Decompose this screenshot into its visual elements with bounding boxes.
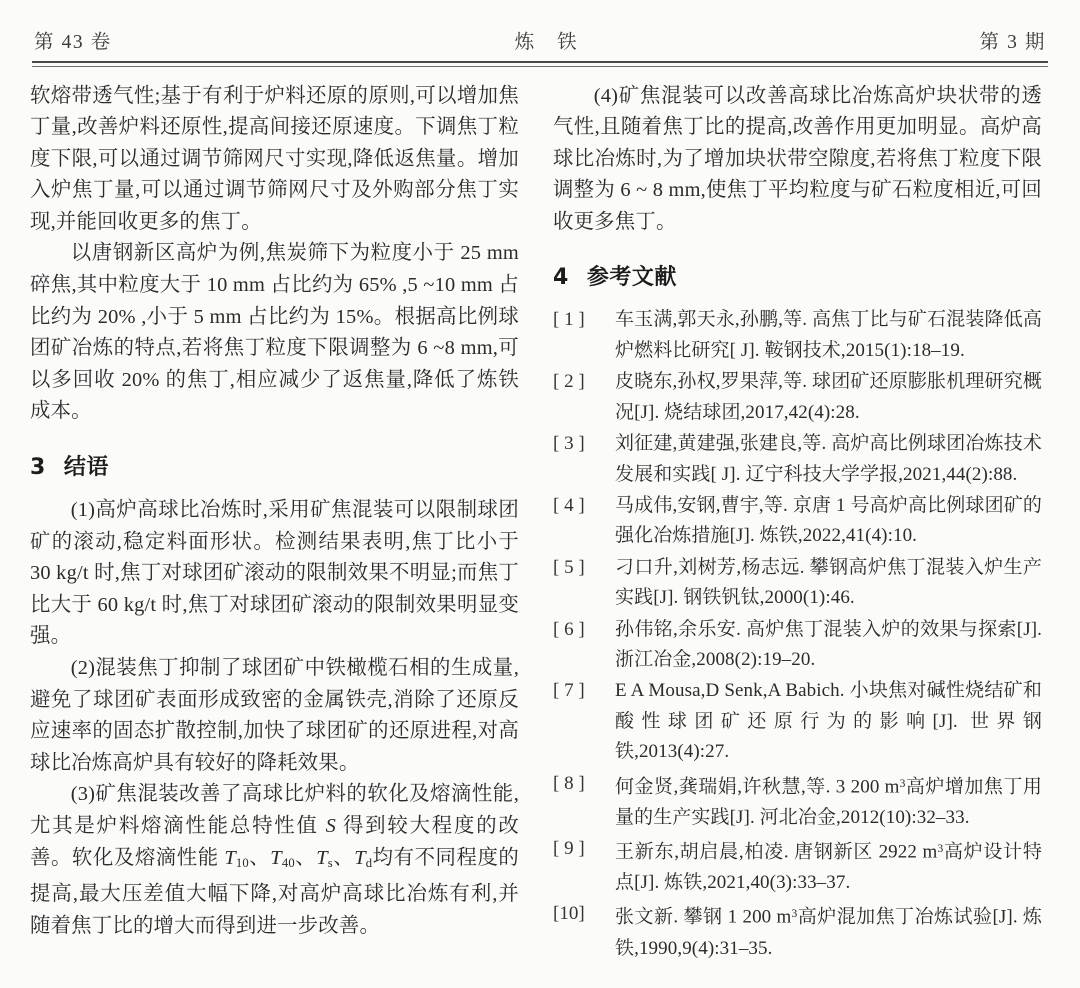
reference-number: [ 7 ] bbox=[553, 680, 585, 702]
references-section-number: 4 bbox=[553, 265, 569, 291]
reference-text: E A Mousa,D Senk,A Babich. 小块焦对碱性烧结矿和酸性球团矿还原行为的影响[J]. 世界钢铁,2013(4):27. bbox=[615, 680, 1042, 763]
reference-number: [ 1 ] bbox=[553, 309, 585, 331]
header-divider bbox=[32, 61, 1048, 67]
reference-item bbox=[553, 553, 1042, 614]
reference-item bbox=[553, 899, 1042, 963]
reference-item bbox=[553, 429, 1042, 490]
section-number: 3 bbox=[30, 455, 46, 481]
section-heading-conclusion bbox=[30, 450, 519, 481]
paragraph-tanggang-example: 以唐钢新区高炉为例,焦炭筛下为粒度小于 25 mm碎焦,其中粒度大于 10 mm 占比约为 65% ,5 ~10 mm 占比约为 20% ,小于 5 mm 占比约为 15%。根据高比例球团矿冶炼的特点,若将焦丁粒度下限调整为 6 ~8 mm,可以多回收 20% 的焦丁,相应减少了返焦量,降低了炼铁成本。 bbox=[30, 242, 519, 423]
reference-item bbox=[553, 305, 1042, 366]
left-column bbox=[30, 81, 519, 943]
reference-number: [10] bbox=[553, 903, 585, 925]
conclusion-item-2: (2)混装焦丁抑制了球团矿中铁橄榄石相的生成量,避免了球团矿表面形成致密的金属铁壳,消除了还原反应速率的固态扩散控制,加快了球团矿的还原进程,对高球比冶炼高炉具有较好的降耗效果。 bbox=[30, 657, 519, 774]
running-head bbox=[30, 0, 1050, 58]
reference-number: [ 8 ] bbox=[553, 772, 585, 794]
journal-title: 炼 铁 bbox=[514, 32, 586, 53]
right-column bbox=[553, 81, 1042, 965]
reference-number: [ 9 ] bbox=[553, 838, 585, 860]
reference-text: 马成伟,安钢,曹宇,等. 京唐 1 号高炉高比例球团矿的强化冶炼措施[J]. 炼铁,2022,41(4):10. bbox=[615, 494, 1042, 547]
conclusion-item-1: (1)高炉高球比冶炼时,采用矿焦混装可以限制球团矿的滚动,稳定料面形状。检测结果表明,焦丁比小于 30 kg/t 时,焦丁对球团矿滚动的限制效果不明显;而焦丁比大于 60 kg/t 时,焦丁对球团矿滚动的限制效果明显变强。 bbox=[30, 499, 519, 648]
reference-text: 皮晓东,孙权,罗果萍,等. 球团矿还原膨胀机理研究概况[J]. 烧结球团,2017,42(4):28. bbox=[615, 371, 1042, 423]
paragraph-continued: 软熔带透气性;基于有利于炉料还原的原则,可以增加焦丁量,改善炉料还原性,提高间接还原速度。下调焦丁粒度下限,可以通过调节筛网尺寸实现,降低返焦量。增加入炉焦丁量,可以通过调节筛网尺寸及外购部分焦丁实现,并能回收更多的焦丁。 bbox=[30, 84, 519, 233]
reference-number: [ 2 ] bbox=[553, 371, 585, 393]
two-column-body bbox=[30, 81, 1050, 965]
reference-item bbox=[553, 367, 1042, 428]
reference-text: 刘征建,黄建强,张建良,等. 高炉高比例球团冶炼技术发展和实践[ J]. 辽宁科技大学学报,2021,44(2):88. bbox=[615, 433, 1042, 485]
reference-number: [ 5 ] bbox=[553, 556, 585, 578]
section-heading-references bbox=[553, 260, 1042, 291]
reference-list bbox=[553, 305, 1042, 963]
references-section-title: 参考文献 bbox=[586, 265, 677, 291]
reference-item bbox=[553, 834, 1042, 898]
reference-item bbox=[553, 769, 1042, 833]
volume-label: 第 43 卷 bbox=[34, 32, 112, 53]
reference-text: 何金贤,龚瑞娟,许秋慧,等. 3 200 $m^3$高炉增加焦丁用量的生产实践[J]. 河北冶金,2012(10):32–33. bbox=[615, 776, 1042, 828]
reference-text: 王新东,胡启晨,柏凌. 唐钢新区 2922 $m^3$高炉设计特点[J]. 炼铁,2021,40(3):33–37. bbox=[615, 841, 1042, 894]
reference-item bbox=[553, 491, 1042, 552]
conclusion-item-4: (4)矿焦混装可以改善高球比冶炼高炉块状带的透气性,且随着焦丁比的提高,改善作用更加明显。高炉高球比冶炼时,为了增加块状带空隙度,若将焦丁粒度下限调整为 6 ~ 8 mm,使焦丁平均粒度与矿石粒度相近,可回收更多焦丁。 bbox=[553, 84, 1042, 233]
section-title: 结语 bbox=[63, 455, 109, 481]
reference-text: 刁口升,刘树芳,杨志远. 攀钢高炉焦丁混装入炉生产实践[J]. 钢铁钒钛,2000(1):46. bbox=[615, 556, 1042, 609]
reference-text: 孙伟铭,余乐安. 高炉焦丁混装入炉的效果与探索[J]. 浙江冶金,2008(2):19–20. bbox=[615, 618, 1042, 670]
reference-item bbox=[553, 676, 1042, 767]
reference-number: [ 4 ] bbox=[553, 494, 585, 516]
conclusion-item-3: (3)矿焦混装改善了高球比炉料的软化及熔滴性能,尤其是炉料熔滴性能总特性值 S 得到较大程度的改善。软化及熔滴性能 $T_{10}$、$T_{40}$、$T_s$、$T_d$均有不同程度的提高,最大压差值大幅下降,对高炉高球比冶炼有利,并随着焦丁比的增大而得到进一步改善。 bbox=[30, 783, 520, 937]
reference-item bbox=[553, 615, 1042, 676]
reference-number: [ 3 ] bbox=[553, 433, 585, 455]
issue-label: 第 3 期 bbox=[979, 32, 1046, 53]
reference-text: 张文新. 攀钢 1 200 $m^3$高炉混加焦丁冶炼试验[J]. 炼铁,1990,9(4):31–35. bbox=[615, 907, 1042, 959]
reference-text: 车玉满,郭天永,孙鹏,等. 高焦丁比与矿石混装降低高炉燃料比研究[ J]. 鞍钢技术,2015(1):18–19. bbox=[615, 309, 1042, 361]
reference-number: [ 6 ] bbox=[553, 618, 585, 640]
